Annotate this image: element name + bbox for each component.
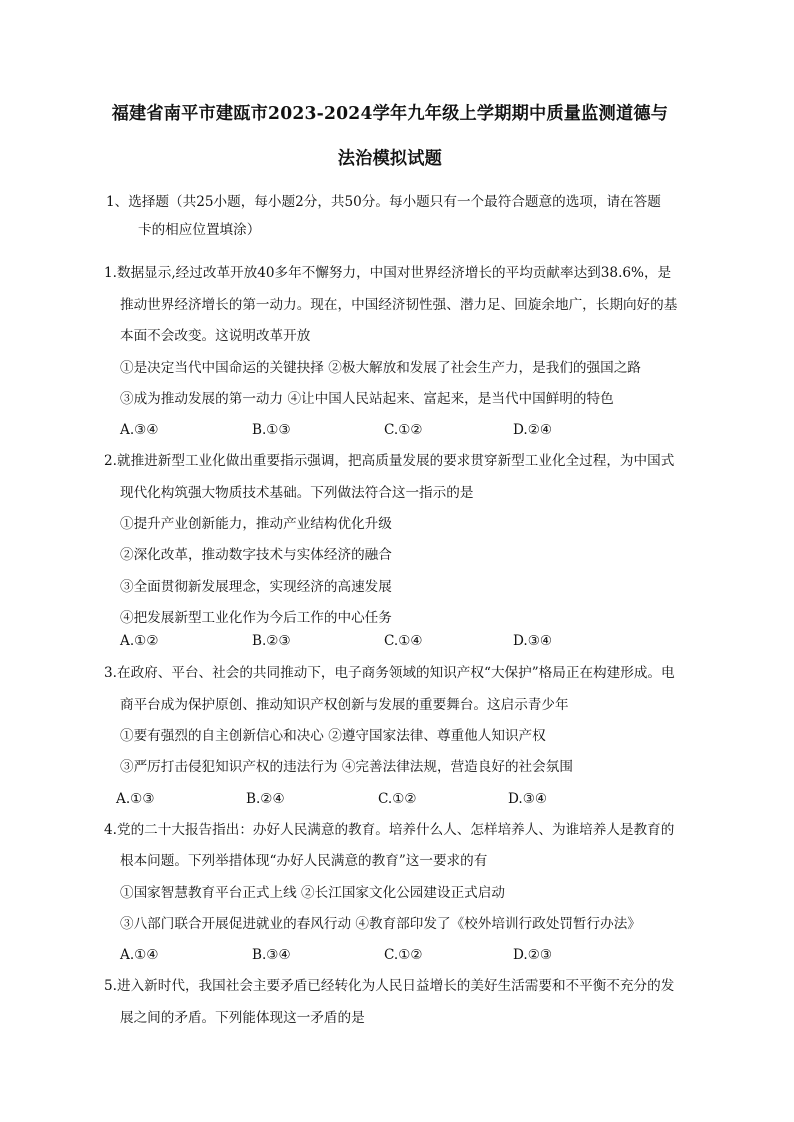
question-stem-line: 5.进入新时代，我国社会主要矛盾已经转化为人民日益增长的美好生活需要和不平衡不充分的发 (104, 978, 675, 994)
section-instruction-line-2: 卡的相应位置填涂） (138, 222, 261, 238)
choice-c[interactable]: C.①② (378, 791, 417, 807)
section-instruction-line-1: 1、选择题（共25小题，每小题2分，共50分。每小题只有一个最符合题意的选项，请在答题 (106, 194, 661, 210)
question-stem-line: 本面不会改变。这说明改革开放 (120, 328, 311, 344)
question-stem-line: 推动世界经济增长的第一动力。现在，中国经济韧性强、潜力足、回旋余地广，长期向好的基 (120, 297, 678, 313)
choice-b[interactable]: B.③④ (252, 947, 291, 963)
choice-a[interactable]: A.①④ (120, 947, 159, 963)
question-statement: ③八部门联合开展促进就业的春风行动 ④教育部印发了《校外培训行政处罚暂行办法》 (120, 916, 641, 932)
question-stem-line: 3.在政府、平台、社会的共同推动下，电子商务领域的知识产权“大保护”格局正在构建形成。电 (104, 665, 675, 681)
choice-d[interactable]: D.②③ (513, 947, 553, 963)
choice-d[interactable]: D.②④ (513, 422, 553, 438)
question-stem-line: 现代化构筑强大物质技术基础。下列做法符合这一指示的是 (120, 485, 474, 501)
question-statement: ①是决定当代中国命运的关键抉择 ②极大解放和发展了社会生产力，是我们的强国之路 (120, 360, 641, 376)
choice-a[interactable]: A.③④ (120, 422, 159, 438)
question-stem-line: 4.党的二十大报告指出：办好人民满意的教育。培养什么人、怎样培养人、为谁培养人是教育的 (104, 822, 675, 838)
question-stem-line: 1.数据显示,经过改革开放40多年不懈努力，中国对世界经济增长的平均贡献率达到38.6%，是 (104, 265, 672, 281)
choice-b[interactable]: B.①③ (252, 422, 291, 438)
question-statement: ③成为推动发展的第一动力 ④让中国人民站起来、富起来，是当代中国鲜明的特色 (120, 391, 614, 407)
question-stem-line: 商平台成为保护原创、推动知识产权创新与发展的重要舞台。这启示青少年 (120, 697, 569, 713)
choice-c[interactable]: C.①② (384, 947, 423, 963)
question-statement: ①提升产业创新能力，推动产业结构优化升级 (120, 516, 392, 532)
choice-b[interactable]: B.②④ (246, 791, 285, 807)
choice-c[interactable]: C.①② (384, 422, 423, 438)
choice-d[interactable]: D.③④ (508, 791, 548, 807)
exam-title-line-2: 法治模拟试题 (337, 149, 442, 169)
question-statement: ④把发展新型工业化作为今后工作的中心任务 (120, 610, 392, 626)
question-statement: ②深化改革，推动数字技术与实体经济的融合 (120, 547, 392, 563)
question-stem-line: 展之间的矛盾。下列能体现这一矛盾的是 (120, 1010, 365, 1026)
question-stem-line: 2.就推进新型工业化做出重要指示强调，把高质量发展的要求贯穿新型工业化全过程，为中国式 (104, 453, 675, 469)
choice-c[interactable]: C.①④ (384, 633, 423, 649)
question-statement: ③全面贯彻新发展理念，实现经济的高速发展 (120, 579, 392, 595)
question-stem-line: 根本问题。下列举措体现“办好人民满意的教育”这一要求的有 (120, 853, 488, 869)
question-statement: ③严厉打击侵犯知识产权的违法行为 ④完善法律法规，营造良好的社会氛围 (120, 759, 573, 775)
question-statement: ①国家智慧教育平台正式上线 ②长江国家文化公园建设正式启动 (120, 885, 505, 901)
choice-b[interactable]: B.②③ (252, 633, 291, 649)
question-statement: ①要有强烈的自主创新信心和决心 ②遵守国家法律、尊重他人知识产权 (120, 728, 546, 744)
choice-d[interactable]: D.③④ (513, 633, 553, 649)
exam-title-line-1: 福建省南平市建瓯市2023-2024学年九年级上学期期中质量监测道德与 (111, 104, 669, 124)
choice-a[interactable]: A.①③ (116, 791, 155, 807)
choice-a[interactable]: A.①② (120, 633, 159, 649)
